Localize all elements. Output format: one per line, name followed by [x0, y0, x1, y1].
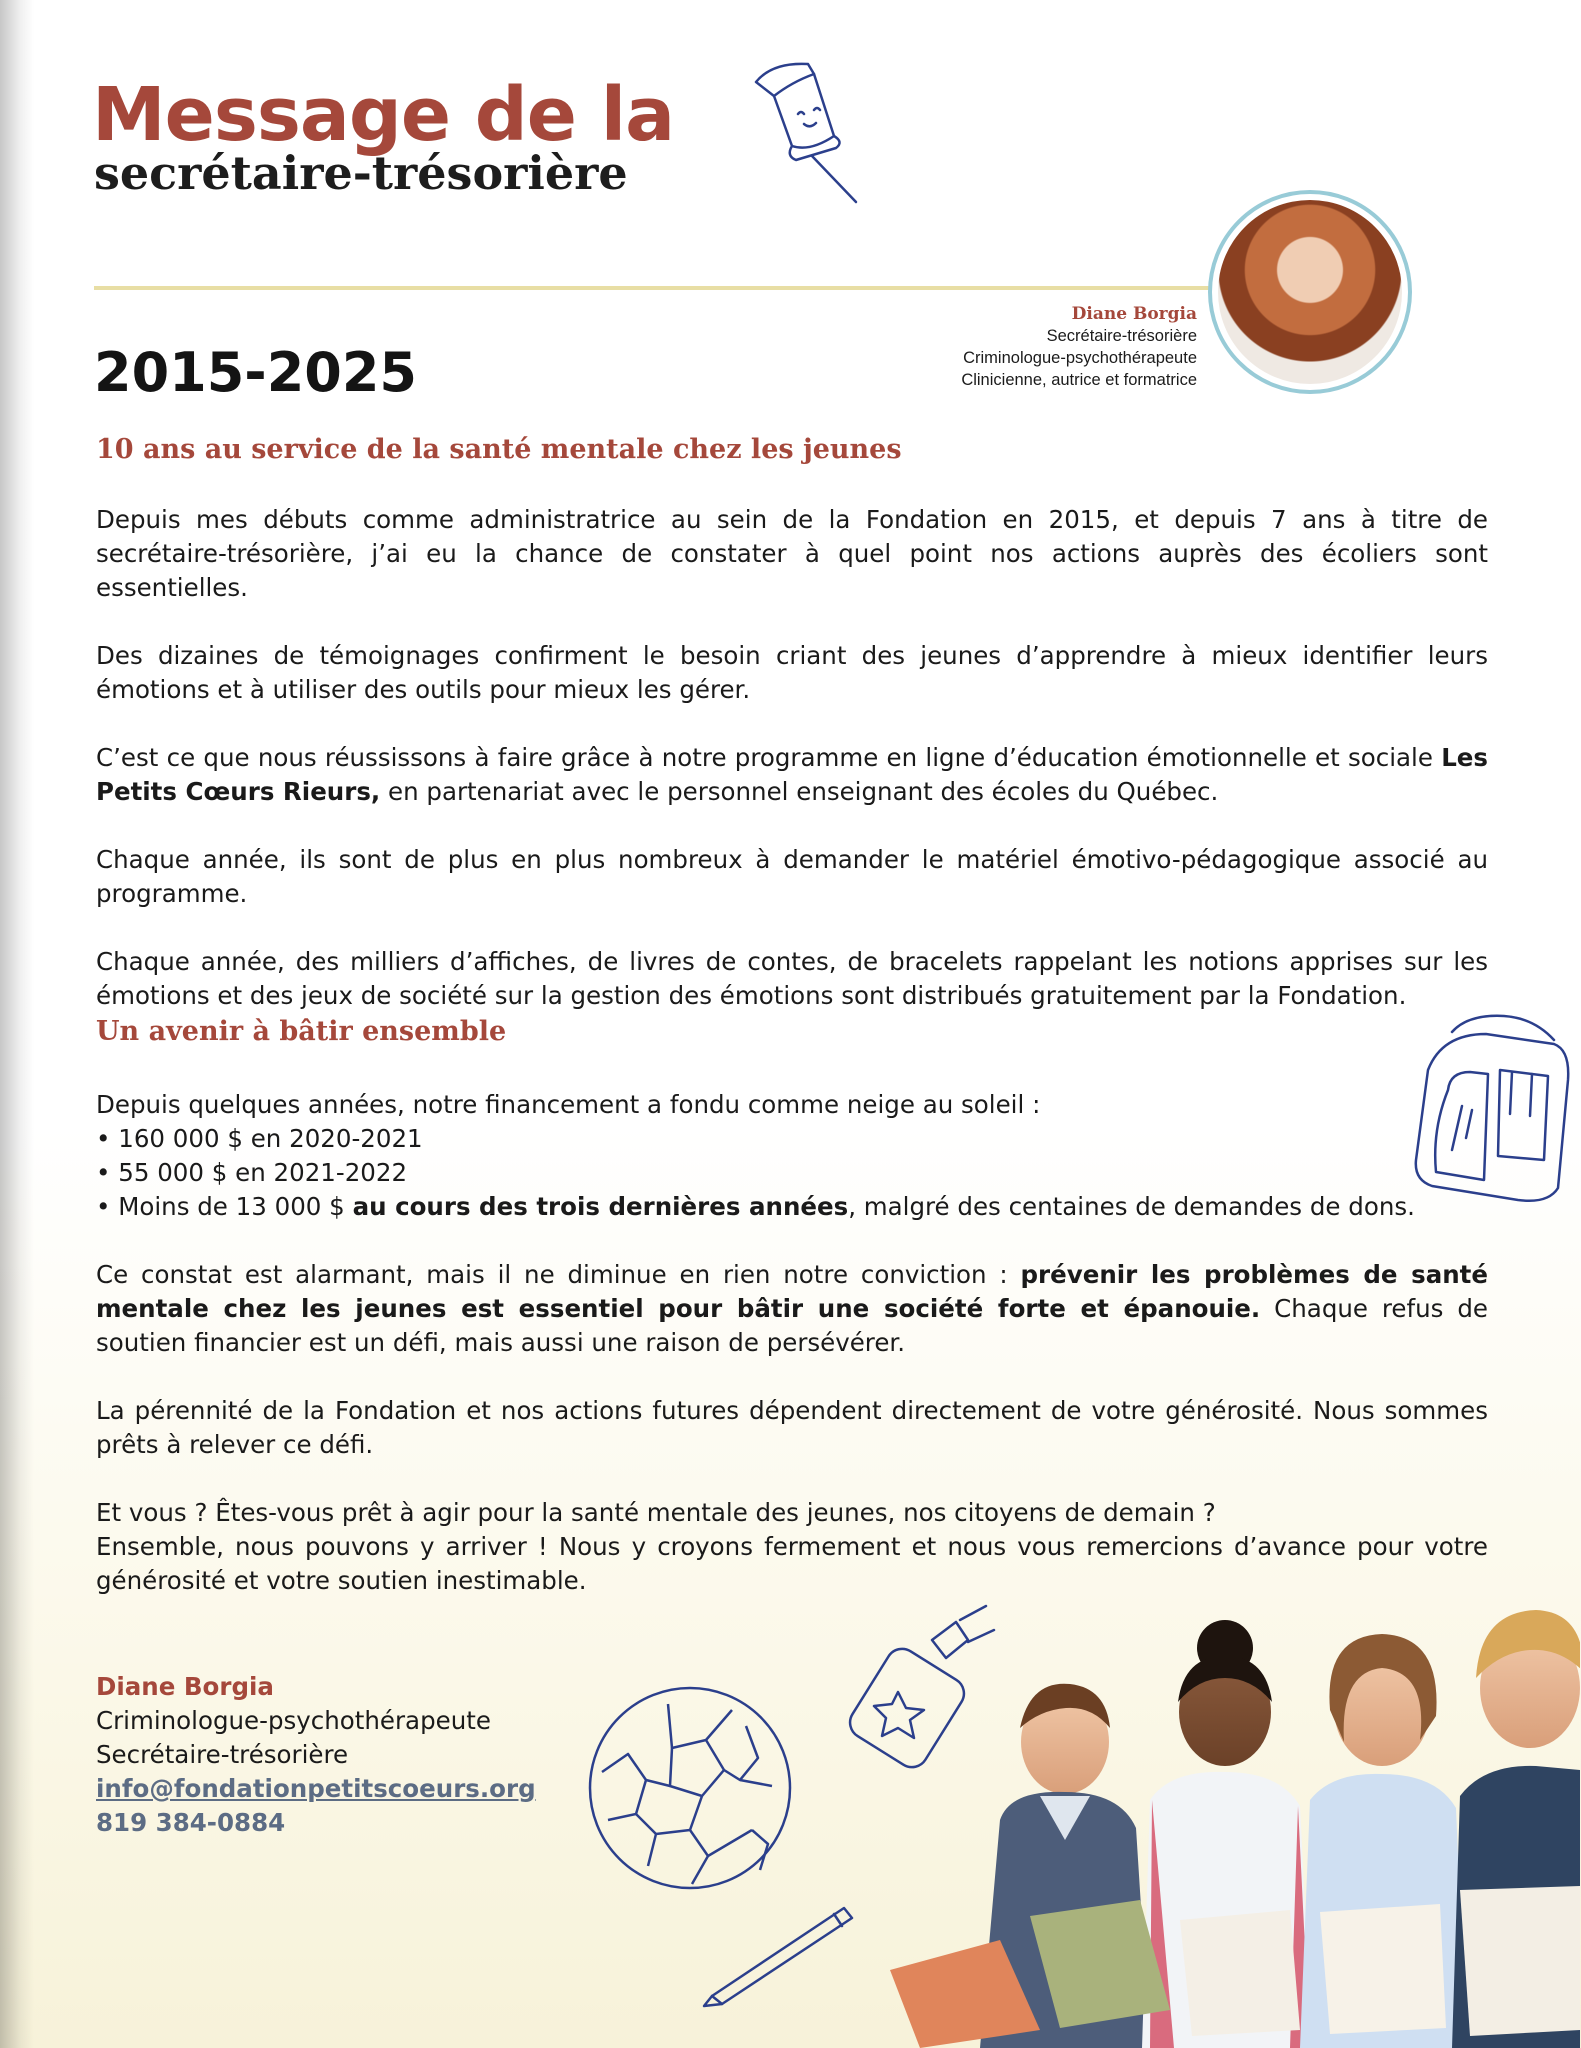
section-heading-service: 10 ans au service de la santé mentale chez les jeunes [96, 434, 902, 465]
funding-item: • 160 000 $ en 2020-2021 [96, 1124, 423, 1153]
paragraph: Des dizaines de témoignages confirment le besoin criant des jeunes d’apprendre à mieux identifier leurs émotions et à utiliser des outils pour mieux les gérer. [96, 641, 1488, 704]
section-heading-future: Un avenir à bâtir ensemble [96, 1016, 507, 1047]
portrait-photo [1208, 190, 1412, 394]
signature-profession: Criminologue-psychothérapeute [96, 1706, 491, 1735]
paragraph: Et vous ? Êtes-vous prêt à agir pour la santé mentale des jeunes, nos citoyens de demain ? Ensemble, nous pouvons y arriver ! Nous y croyons fermement et nous vous remercions d’avance pour votre générosité et votre soutien inestimable. [96, 1498, 1488, 1595]
signature-name: Diane Borgia [96, 1672, 274, 1701]
contact-phone: 819 384-0884 [96, 1808, 286, 1837]
funding-block [96, 1088, 1488, 1224]
profile-role: Secrétaire-trésorière [1046, 327, 1197, 345]
profile-description: Clinicienne, autrice et formatrice [961, 371, 1197, 389]
contact-email-link[interactable]: info@fondationpetitscoeurs.org [96, 1774, 536, 1803]
section-body-service [96, 503, 1488, 1047]
thumbtack-doodle-icon [752, 52, 882, 212]
year-range-heading: 2015-2025 [94, 341, 417, 404]
paragraph: Ce constat est alarmant, mais il ne diminue en rien notre conviction : prévenir les problèmes de santé mentale chez les jeunes est essentiel pour bâtir une société forte et épanouie. Chaque refus de soutien financier est un défi, mais aussi une raison de persévérer. [96, 1260, 1488, 1357]
profile-caption [961, 303, 1197, 391]
paragraph: Chaque année, des milliers d’affiches, de livres de contes, de bracelets rappelant les notions apprises sur les émotions et des jeux de société sur la gestion des émotions sont distribués gratuitement par la Fondation. [96, 947, 1488, 1010]
section-body-future [96, 1088, 1488, 1632]
funding-item: • Moins de 13 000 $ au cours des trois dernières années, malgré des centaines de demandes de dons. [96, 1192, 1415, 1221]
pencil-doodle-icon [700, 1900, 860, 2010]
signature-role: Secrétaire-trésorière [96, 1740, 349, 1769]
children-photo [880, 1560, 1580, 2048]
page-subtitle: secrétaire-trésorière [94, 146, 628, 200]
paragraph: C’est ce que nous réussissons à faire grâce à notre programme en ligne d’éducation émotionnelle et sociale Les Petits Cœurs Rieurs, en partenariat avec le personnel enseignant des écoles du Québec. [96, 743, 1488, 806]
program-name: Les Petits Cœurs Rieurs, [96, 743, 1488, 806]
page-edge-shadow [0, 0, 34, 2048]
key-statement: prévenir les problèmes de santé mentale chez les jeunes est essentiel pour bâtir une société forte et épanouie. [96, 1260, 1488, 1323]
soccer-ball-doodle-icon [582, 1680, 798, 1896]
paragraph: Depuis mes débuts comme administratrice au sein de la Fondation en 2015, et depuis 7 ans à titre de secrétaire-trésorière, j’ai eu la chance de constater à quel point nos actions auprès des écoliers sont essentielles. [96, 505, 1488, 602]
profile-profession: Criminologue-psychothérapeute [963, 349, 1197, 367]
portrait-image [1218, 200, 1402, 384]
funding-intro: Depuis quelques années, notre financement a fondu comme neige au soleil : [96, 1090, 1041, 1119]
paragraph: La pérennité de la Fondation et nos actions futures dépendent directement de votre générosité. Nous sommes prêts à relever ce défi. [96, 1396, 1488, 1459]
paragraph: Chaque année, ils sont de plus en plus nombreux à demander le matériel émotivo-pédagogique associé au programme. [96, 845, 1488, 908]
page-title: Message de la [92, 72, 674, 158]
header-divider [94, 286, 1214, 290]
profile-name: Diane Borgia [1071, 304, 1197, 324]
closing-signature [96, 1670, 536, 1840]
funding-item: • 55 000 $ en 2021-2022 [96, 1158, 408, 1187]
